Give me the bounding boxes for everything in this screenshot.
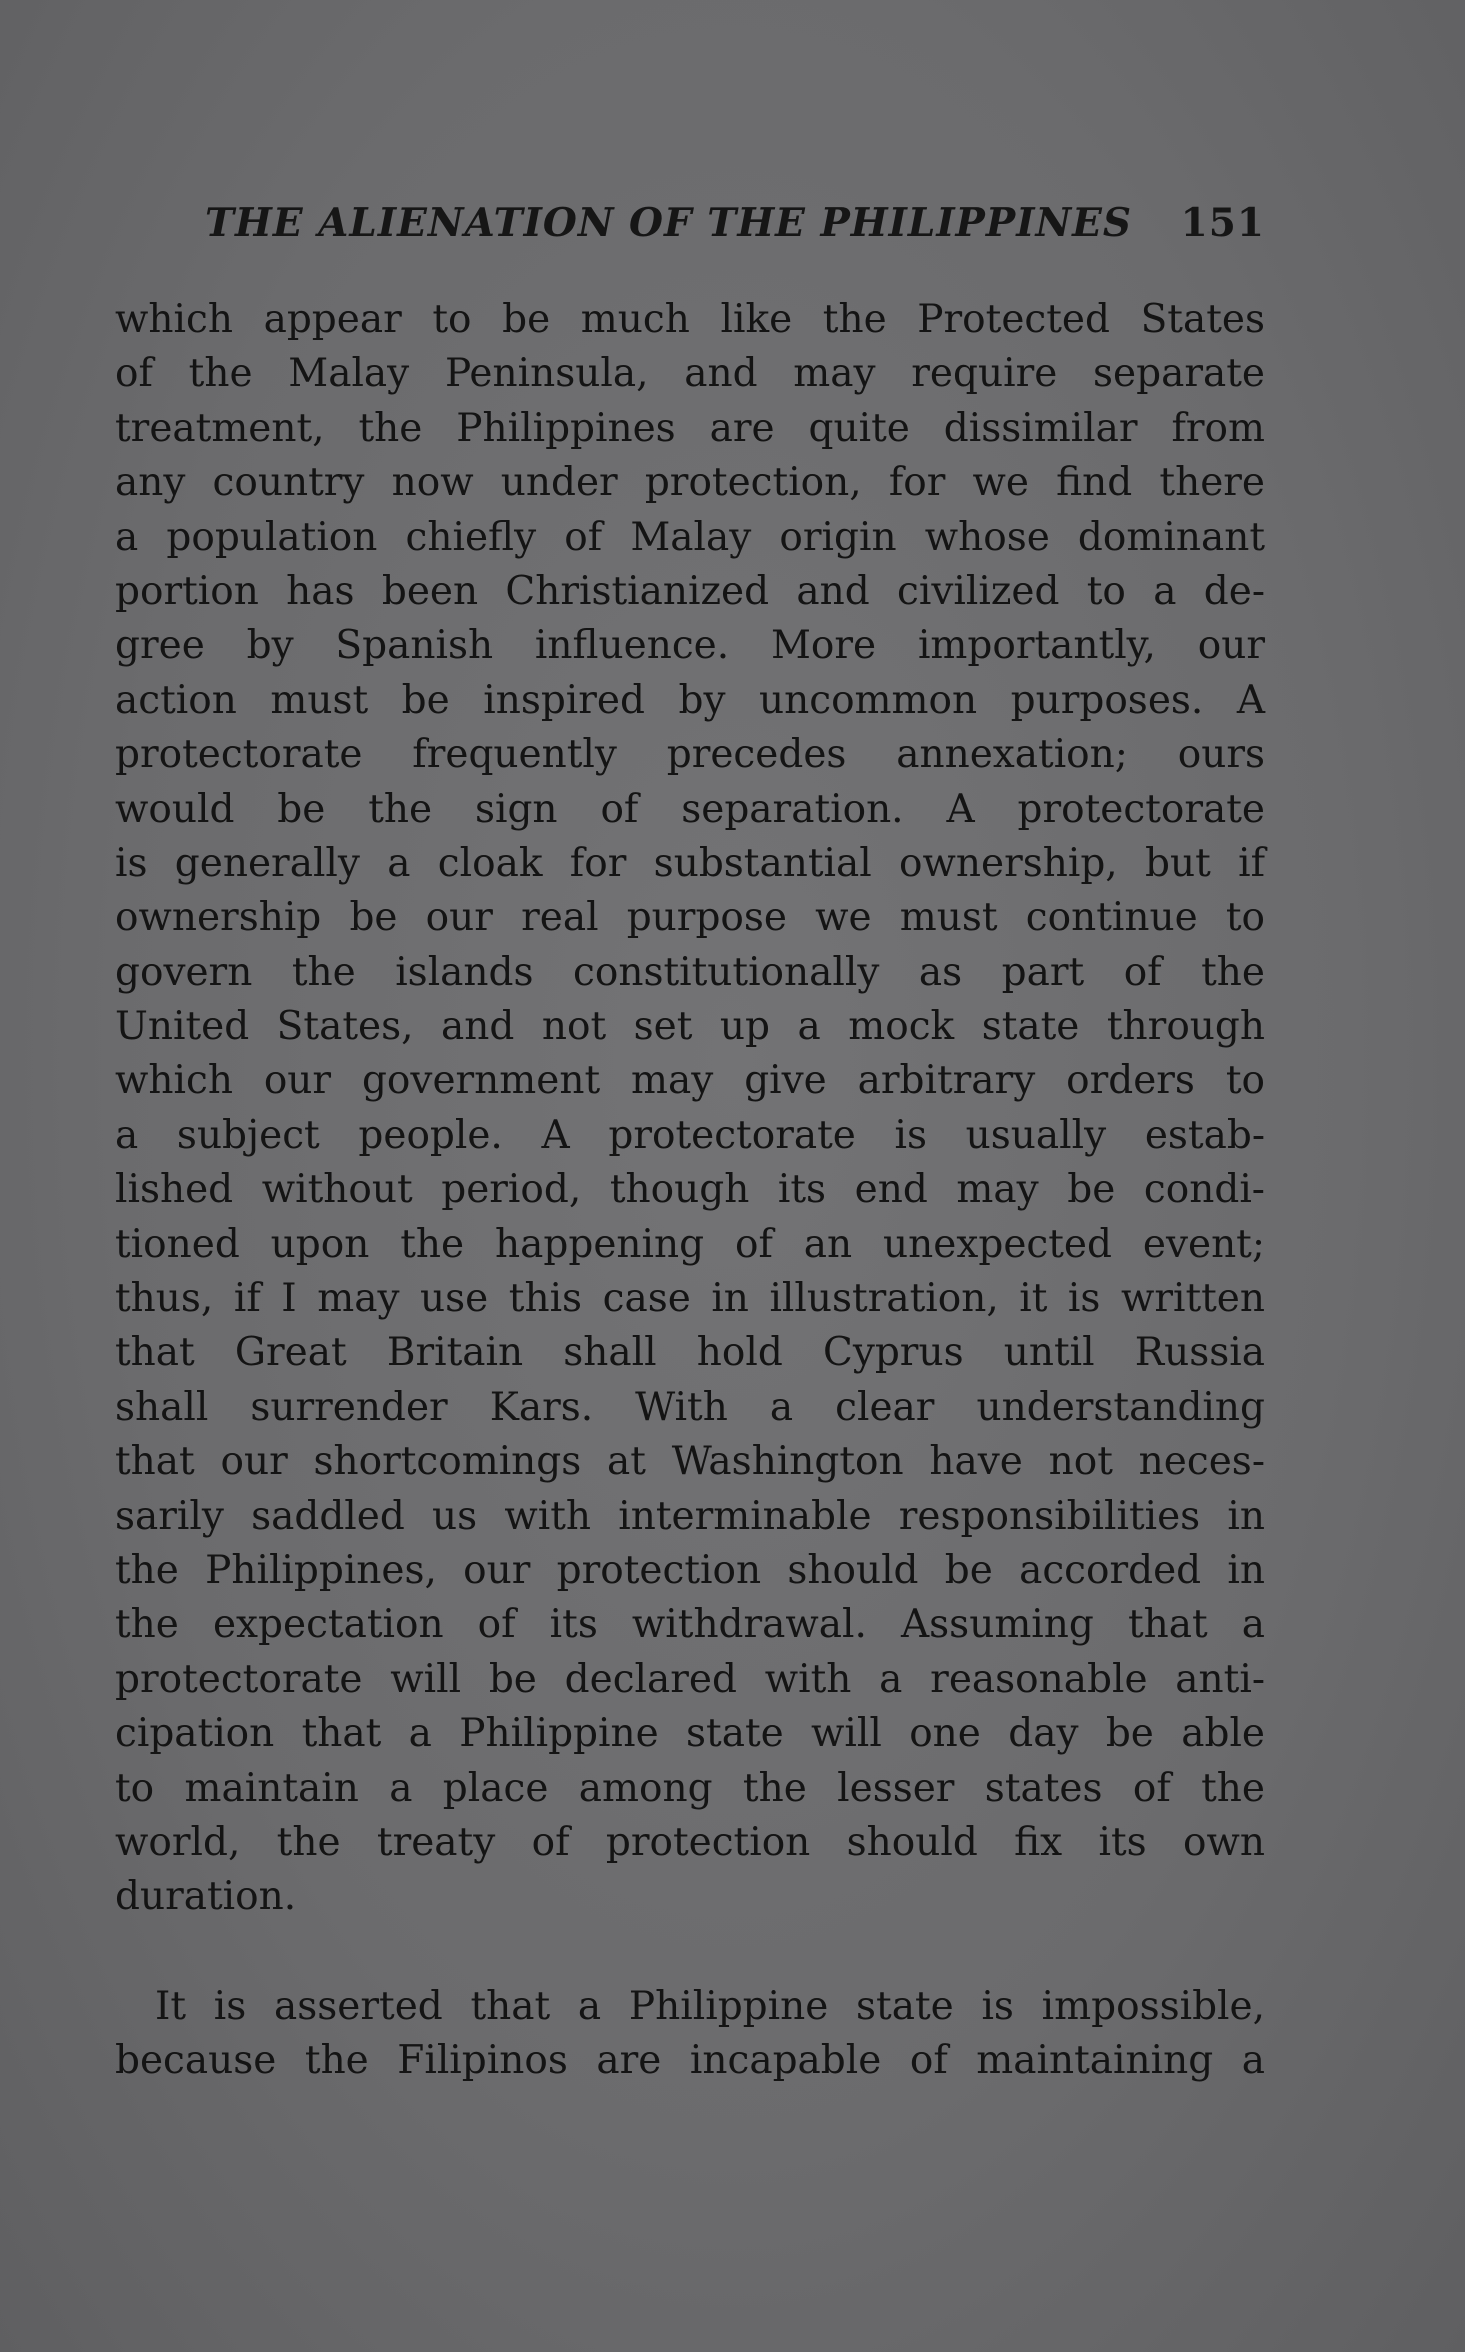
paragraph-2 — [115, 1980, 1265, 2089]
text-line: gree by Spanish influence. More importantly, our — [115, 623, 1265, 669]
text-line: cipation that a Philippine state will one day be able — [115, 1711, 1265, 1757]
paragraph-1 — [115, 293, 1265, 1925]
text-line: which our government may give arbitrary orders to — [115, 1058, 1265, 1104]
text-line: It is asserted that a Philippine state is impossible, — [155, 1983, 1265, 2029]
text-line: thus, if I may use this case in illustration, it is written — [115, 1276, 1265, 1322]
text-line: treatment, the Philippines are quite dissimilar from — [115, 405, 1265, 451]
text-line: world, the treaty of protection should fix its own — [115, 1819, 1265, 1865]
text-line: ownership be our real purpose we must continue to — [115, 895, 1265, 941]
running-head-title: THE ALIENATION OF THE PHILIPPINES — [205, 200, 1132, 246]
text-line: because the Filipinos are incapable of maintaining a — [115, 2038, 1265, 2084]
text-line: protectorate frequently precedes annexation; ours — [115, 732, 1265, 778]
text-line: duration. — [115, 1874, 297, 1920]
text-line: a population chiefly of Malay origin whose dominant — [115, 514, 1265, 560]
text-line: sarily saddled us with interminable responsibilities in — [115, 1493, 1265, 1539]
text-line: the expectation of its withdrawal. Assuming that a — [115, 1602, 1265, 1648]
text-line: that Great Britain shall hold Cyprus until Russia — [115, 1330, 1265, 1376]
text-line: protectorate will be declared with a reasonable anti- — [115, 1656, 1265, 1702]
text-line: action must be inspired by uncommon purposes. A — [115, 677, 1265, 723]
text-line: is generally a cloak for substantial ownership, but if — [115, 840, 1265, 886]
text-line: shall surrender Kars. With a clear understanding — [115, 1384, 1265, 1430]
text-line: which appear to be much like the Protected States — [115, 297, 1265, 342]
text-line: a subject people. A protectorate is usually estab- — [115, 1112, 1265, 1158]
body-text — [115, 293, 1265, 2089]
text-line: lished without period, though its end may be condi- — [115, 1167, 1265, 1213]
text-line: the Philippines, our protection should be accorded in — [115, 1547, 1265, 1593]
text-line: that our shortcomings at Washington have not neces- — [115, 1439, 1265, 1485]
text-line: govern the islands constitutionally as part of the — [115, 949, 1265, 995]
text-line: United States, and not set up a mock state through — [115, 1004, 1265, 1050]
text-line: any country now under protection, for we find there — [115, 460, 1265, 506]
page-number: 151 — [1180, 200, 1265, 246]
text-line: portion has been Christianized and civilized to a de- — [115, 568, 1265, 614]
text-line: to maintain a place among the lesser states of the — [115, 1765, 1265, 1811]
paragraph-gap — [115, 1925, 1265, 1980]
text-line: tioned upon the happening of an unexpected event; — [115, 1221, 1265, 1267]
text-line: of the Malay Peninsula, and may require separate — [115, 351, 1265, 397]
text-line: would be the sign of separation. A protectorate — [115, 786, 1265, 832]
